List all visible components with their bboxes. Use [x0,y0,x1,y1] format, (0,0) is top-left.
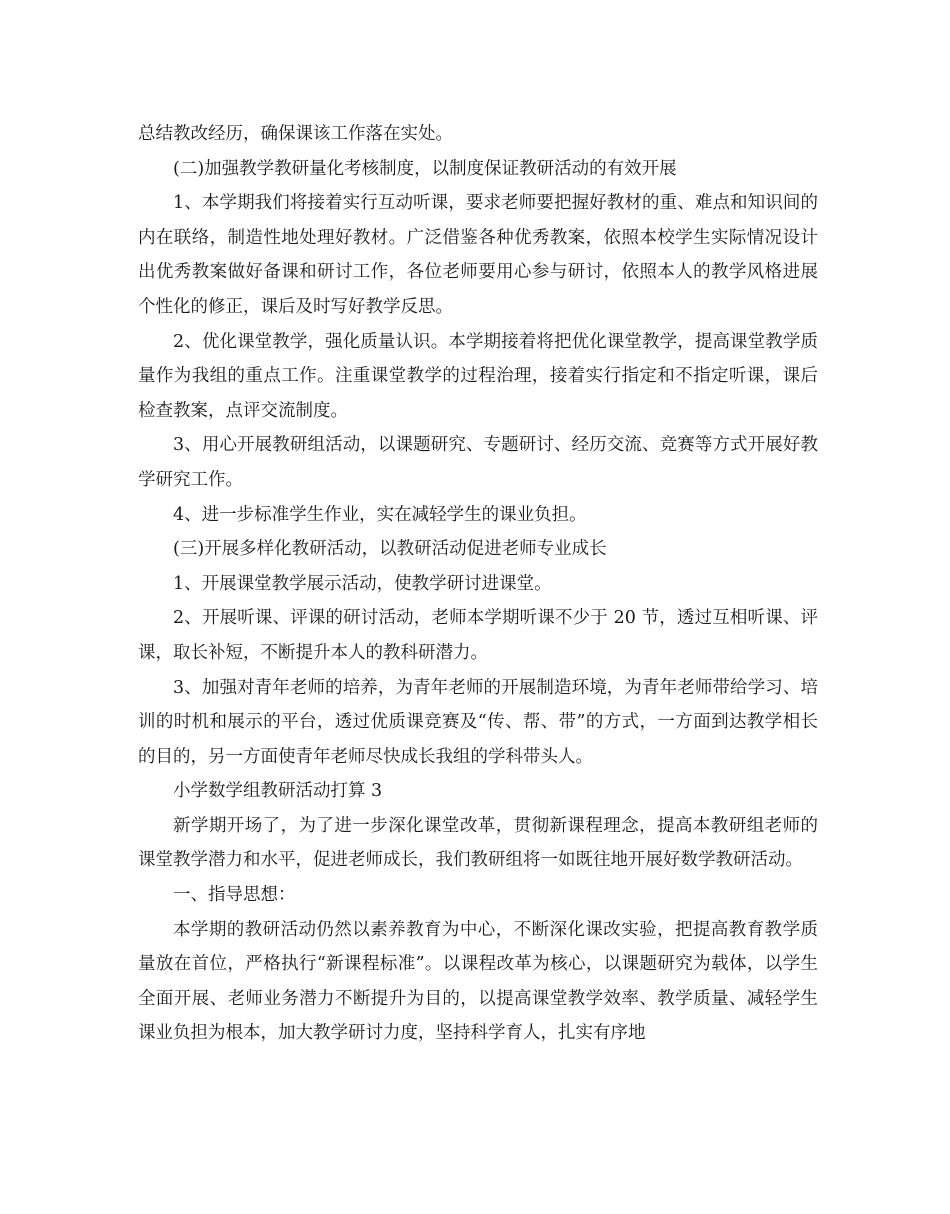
document-body [138,117,818,1051]
paragraph: 本学期的教研活动仍然以素养教育为中心，不断深化课改实验，把提高教育教学质量放在首位，严格执行“新课程标准”。以课程改革为核心，以课题研究为载体，以学生全面开展、老师业务潜力不断提升为目的，以提高课堂教学效率、教学质量、减轻学生课业负担为根本，加大教学研讨力度，坚持科学育人，扎实有序地 [138,919,818,1044]
section-heading: 一、指导思想： [173,885,296,906]
paragraph: 总结教改经历，确保课该工作落在实处。 [138,124,453,144]
paragraph: 3、用心开展教研组活动，以课题研究、专题研讨、经历交流、竞赛等方式开展好教学研究工作。 [138,435,818,490]
paragraph: 1、开展课堂教学展示活动，使教学研讨进课堂。 [173,573,552,594]
section-heading: (三)开展多样化教研活动，以教研活动促进老师专业成长 [173,539,607,560]
paragraph: 2、开展听课、评课的研讨活动，老师本学期听课不少于 20 节，透过互相听课、评课，取长补短，不断提升本人的教科研潜力。 [138,608,818,663]
paragraph: 1、本学期我们将接着实行互动听课，要求老师要把握好教材的重、难点和知识间的内在联络，制造性地处理好教材。广泛借鉴各种优秀教案，依照本校学生实际情况设计出优秀教案做好备课和研讨工作，各位老师要用心参与研讨，依照本人的教学风格进展个性化的修正，课后及时写好教学反思。 [138,193,818,317]
paragraph: 4、进一步标准学生作业，实在减轻学生的课业负担。 [173,504,587,525]
document-title: 小学数学组教研活动打算 3 [173,781,383,802]
paragraph: 新学期开场了，为了进一步深化课堂改革，贯彻新课程理念，提高本教研组老师的课堂教学潜力和水平，促进老师成长，我们教研组将一如既往地开展好数学教研活动。 [138,815,818,871]
paragraph: 2、优化课堂教学，强化质量认识。本学期接着将把优化课堂教学，提高课堂教学质量作为我组的重点工作。注重课堂教学的过程治理，接着实行指定和不指定听课，课后检查教案，点评交流制度。 [138,331,818,421]
section-heading: (二)加强教学教研量化考核制度，以制度保证教研活动的有效开展 [173,158,677,179]
paragraph: 3、加强对青年老师的培养，为青年老师的开展制造环境，为青年老师带给学习、培训的时机和展示的平台，透过优质课竞赛及“传、帮、带”的方式，一方面到达教学相长的目的，另一方面使青年老师尽快成长我组的学科带头人。 [138,677,818,767]
